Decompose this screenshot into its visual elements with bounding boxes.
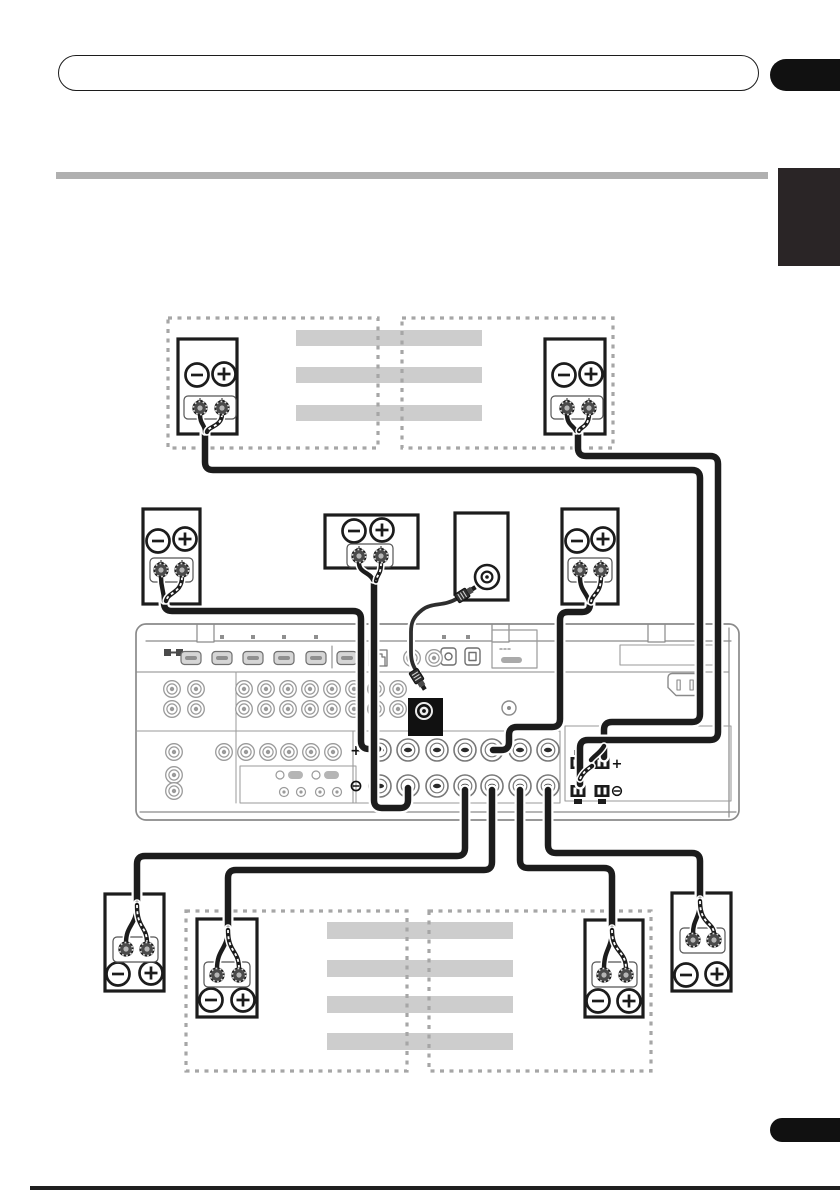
rca-jack-icon — [302, 701, 319, 718]
top-right-speaker — [545, 339, 605, 434]
screw-terminal-icon — [140, 942, 154, 956]
speaker-plus-terminal-icon — [618, 990, 641, 1013]
clip-lever — [574, 799, 582, 804]
speaker-plus-terminal-icon — [174, 528, 197, 551]
panel-dot — [251, 635, 255, 639]
speaker-plus-terminal-icon — [371, 519, 394, 542]
hdmi-port-icon — [212, 652, 232, 665]
redacted-text-bar — [296, 405, 482, 421]
rca-jack-icon — [390, 681, 407, 698]
subwoofer-box — [455, 513, 508, 600]
speaker-plus-terminal-icon — [213, 363, 236, 386]
clip-lever — [598, 799, 606, 804]
rca-jack-icon — [236, 701, 253, 718]
screw-terminal-icon — [597, 968, 611, 982]
screw-terminal-icon — [560, 401, 574, 415]
speaker-minus-terminal-icon — [675, 964, 698, 987]
panel-dot — [466, 635, 470, 639]
redacted-text-bar — [327, 960, 513, 977]
binding-post-icon — [426, 775, 448, 797]
speaker-plus-terminal-icon — [140, 962, 163, 985]
rca-jack-icon — [188, 701, 205, 718]
speaker-minus-terminal-icon — [587, 990, 610, 1013]
rca-jack-icon — [188, 681, 205, 698]
rca-jack-icon — [258, 701, 275, 718]
screw-terminal-icon — [193, 401, 207, 415]
panel-dot — [442, 635, 446, 639]
screw-terminal-icon — [582, 401, 596, 415]
screw-terminal-icon — [154, 563, 168, 577]
binding-post-icon — [537, 739, 559, 761]
screw-terminal-icon — [232, 968, 246, 982]
rca-jack-icon — [258, 681, 275, 698]
screw-terminal-icon — [686, 933, 700, 947]
rca-jack-icon — [260, 744, 277, 761]
hdmi-port-icon — [274, 652, 294, 665]
rca-jack-icon — [216, 744, 233, 761]
binding-post-icon — [454, 739, 476, 761]
rca-jack-icon — [303, 744, 320, 761]
speaker-minus-terminal-icon — [147, 530, 170, 553]
rca-jack-icon — [236, 681, 253, 698]
hdmi-port-icon — [337, 652, 357, 665]
speaker-minus-terminal-icon — [107, 963, 130, 986]
speaker-plus-terminal-icon — [580, 363, 603, 386]
rca-jack-icon — [164, 701, 181, 718]
rca-jack-icon — [166, 744, 183, 761]
speaker-minus-terminal-icon — [566, 530, 589, 553]
speaker-minus-terminal-icon — [553, 364, 576, 387]
panel-dot — [282, 635, 286, 639]
rca-jack-icon — [280, 681, 297, 698]
center-speaker — [325, 515, 418, 568]
rca-jack-icon — [238, 744, 255, 761]
rca-jack-icon — [426, 650, 443, 667]
redacted-text-bar — [296, 330, 482, 346]
speaker-minus-terminal-icon — [343, 520, 366, 543]
redacted-text-bar — [296, 367, 482, 383]
hdmi-port-icon — [306, 652, 326, 665]
screw-terminal-icon — [119, 942, 133, 956]
mid-right-speaker — [562, 509, 618, 604]
rca-jack-icon — [281, 744, 298, 761]
rca-jack-icon — [166, 767, 183, 784]
binding-post-icon — [426, 739, 448, 761]
speaker-box — [178, 339, 237, 434]
hdmi-port-icon — [243, 652, 263, 665]
rca-jack-icon — [390, 701, 407, 718]
redacted-text-bar — [327, 996, 513, 1013]
spring-clip-icon — [595, 785, 610, 797]
subwoofer-pre-out — [408, 698, 443, 736]
panel-dot — [220, 635, 224, 639]
screw-terminal-icon — [210, 968, 224, 982]
clip-plus-label: + — [611, 757, 623, 772]
screw-terminal-icon — [573, 563, 587, 577]
rca-jack-icon — [280, 701, 297, 718]
screw-terminal-icon — [374, 549, 388, 563]
rca-jack-icon — [324, 681, 341, 698]
speaker-plus-terminal-icon — [592, 528, 615, 551]
panel-dot — [314, 635, 318, 639]
rca-jack-icon — [166, 783, 183, 800]
screw-terminal-icon — [352, 549, 366, 563]
speaker-box — [545, 339, 605, 434]
rca-jack-icon — [325, 744, 342, 761]
screw-terminal-icon — [707, 933, 721, 947]
screw-terminal-icon — [215, 401, 229, 415]
redacted-text-bar — [327, 922, 513, 939]
hdmi-port-icon — [181, 652, 201, 665]
redacted-text-bar — [327, 1033, 513, 1050]
binding-post-icon — [397, 739, 419, 761]
rca-jack-icon — [302, 681, 319, 698]
speaker-minus-terminal-icon — [200, 989, 223, 1012]
speaker-plus-terminal-icon — [232, 989, 255, 1012]
rca-jack-icon — [164, 681, 181, 698]
speaker-minus-terminal-icon — [186, 364, 209, 387]
rca-jack-icon — [324, 701, 341, 718]
screw-terminal-icon — [619, 968, 633, 982]
speaker-box — [562, 509, 618, 604]
top-left-speaker — [178, 339, 237, 434]
binding-post-plus-label: + — [350, 743, 362, 759]
speaker-plus-terminal-icon — [706, 963, 729, 986]
screw-terminal-icon — [175, 563, 189, 577]
screw-terminal-icon — [594, 563, 608, 577]
